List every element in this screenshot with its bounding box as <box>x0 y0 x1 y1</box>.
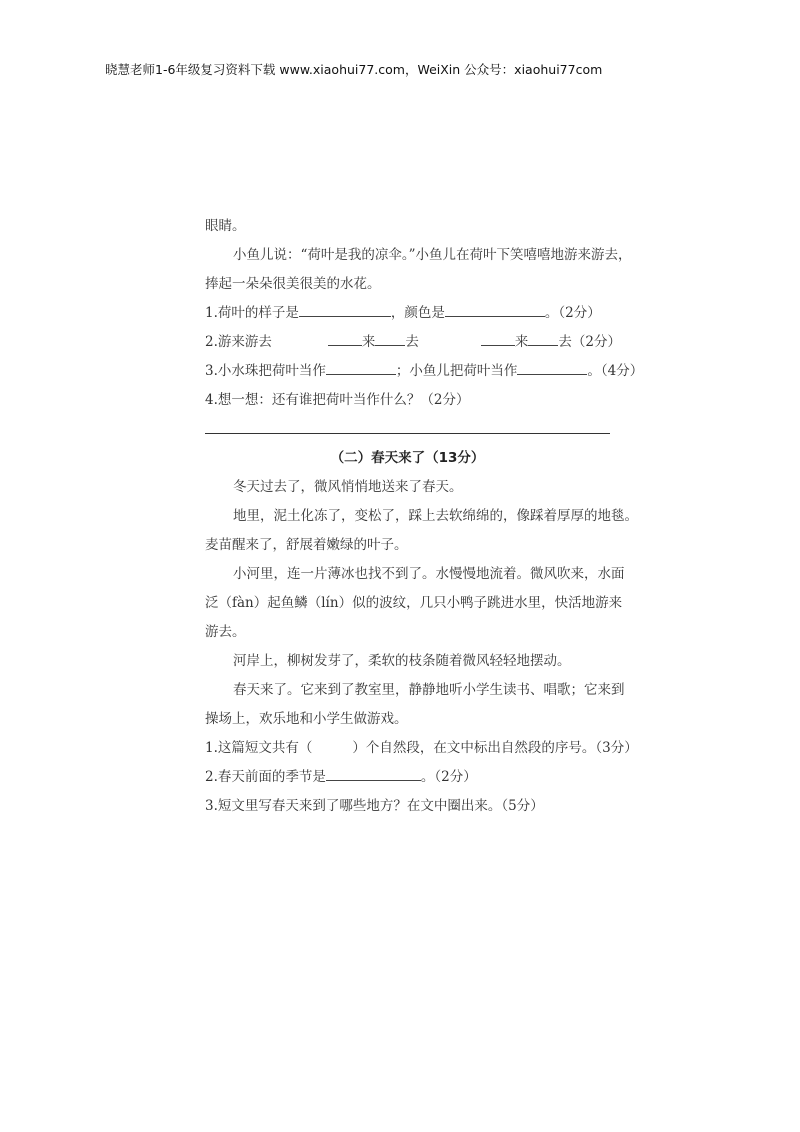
question-text: 来 <box>514 334 529 350</box>
answer-line[interactable] <box>205 415 610 434</box>
answer-blank[interactable] <box>528 331 558 346</box>
question-2-1 <box>205 734 638 763</box>
question-text: ）个自然段，在文中标出自然段的序号。（3分） <box>352 740 638 756</box>
question-4: 4.想一想：还有谁把荷叶当作什么？（2分） <box>205 392 470 408</box>
passage-line: 眼睛。 <box>205 218 246 234</box>
question-text: 。（2分） <box>420 769 477 785</box>
answer-blank[interactable] <box>481 331 515 346</box>
question-text: 2.游来游去 <box>205 334 272 350</box>
passage-line: 泛（fàn）起鱼鳞（lín）似的波纹，几只小鸭子跳进水里，快活地游来 <box>205 595 623 611</box>
answer-blank[interactable] <box>299 302 391 317</box>
passage-line: 操场上，欢乐地和小学生做游戏。 <box>205 711 408 727</box>
question-text: 来 <box>361 334 376 350</box>
page-header: 晓慧老师1-6年级复习资料下载 www.xiaohui77.com，WeiXin 公众号：xiaohui77com <box>105 62 603 77</box>
question-text: 去 <box>405 334 419 350</box>
answer-blank[interactable] <box>375 331 405 346</box>
passage-line: 游去。 <box>205 624 246 640</box>
passage-line: 春天来了。它来到了教室里，静静地听小学生读书、唱歌；它来到 <box>233 682 625 698</box>
answer-blank[interactable] <box>517 360 587 375</box>
question-2-3: 3.短文里写春天来到了哪些地方？在文中圈出来。（5分） <box>205 798 544 814</box>
question-1 <box>205 299 620 328</box>
question-2-2 <box>205 763 620 792</box>
answer-blank[interactable] <box>328 331 362 346</box>
question-text: ，颜色是 <box>390 305 445 321</box>
question-text: 1.这篇短文共有（ <box>205 740 313 756</box>
worksheet-content <box>205 212 644 821</box>
passage-line: 小鱼儿说：“荷叶是我的凉伞。”小鱼儿在荷叶下笑嘻嘻地游来游去， <box>233 247 632 263</box>
passage-line: 捧起一朵朵很美很美的水花。 <box>205 276 381 292</box>
passage-line: 冬天过去了，微风悄悄地送来了春天。 <box>233 479 463 495</box>
answer-blank[interactable] <box>326 766 421 781</box>
question-text: 1.荷叶的样子是 <box>205 305 299 321</box>
passage-line: 河岸上，柳树发芽了，柔软的枝条随着微风轻轻地摆动。 <box>233 653 571 669</box>
passage-line: 麦苗醒来了，舒展着嫩绿的叶子。 <box>205 537 408 553</box>
answer-blank[interactable] <box>326 360 396 375</box>
passage-line: 地里，泥土化冻了，变松了，踩上去软绵绵的，像踩着厚厚的地毯。 <box>233 508 638 524</box>
question-text: 3.小水珠把荷叶当作 <box>205 363 326 379</box>
passage-line: 小河里，连一片薄冰也找不到了。水慢慢地流着。微风吹来，水面 <box>233 566 625 582</box>
question-3 <box>205 357 644 386</box>
question-text: 。（4分） <box>587 363 644 379</box>
question-text: 。（2分） <box>544 305 601 321</box>
question-text: 2.春天前面的季节是 <box>205 769 326 785</box>
question-2 <box>205 328 620 357</box>
question-text: ；小鱼儿把荷叶当作 <box>395 363 518 379</box>
section-title: （二）春天来了（13分） <box>330 450 485 466</box>
question-text: 去（2分） <box>558 334 621 350</box>
answer-blank[interactable] <box>445 302 545 317</box>
